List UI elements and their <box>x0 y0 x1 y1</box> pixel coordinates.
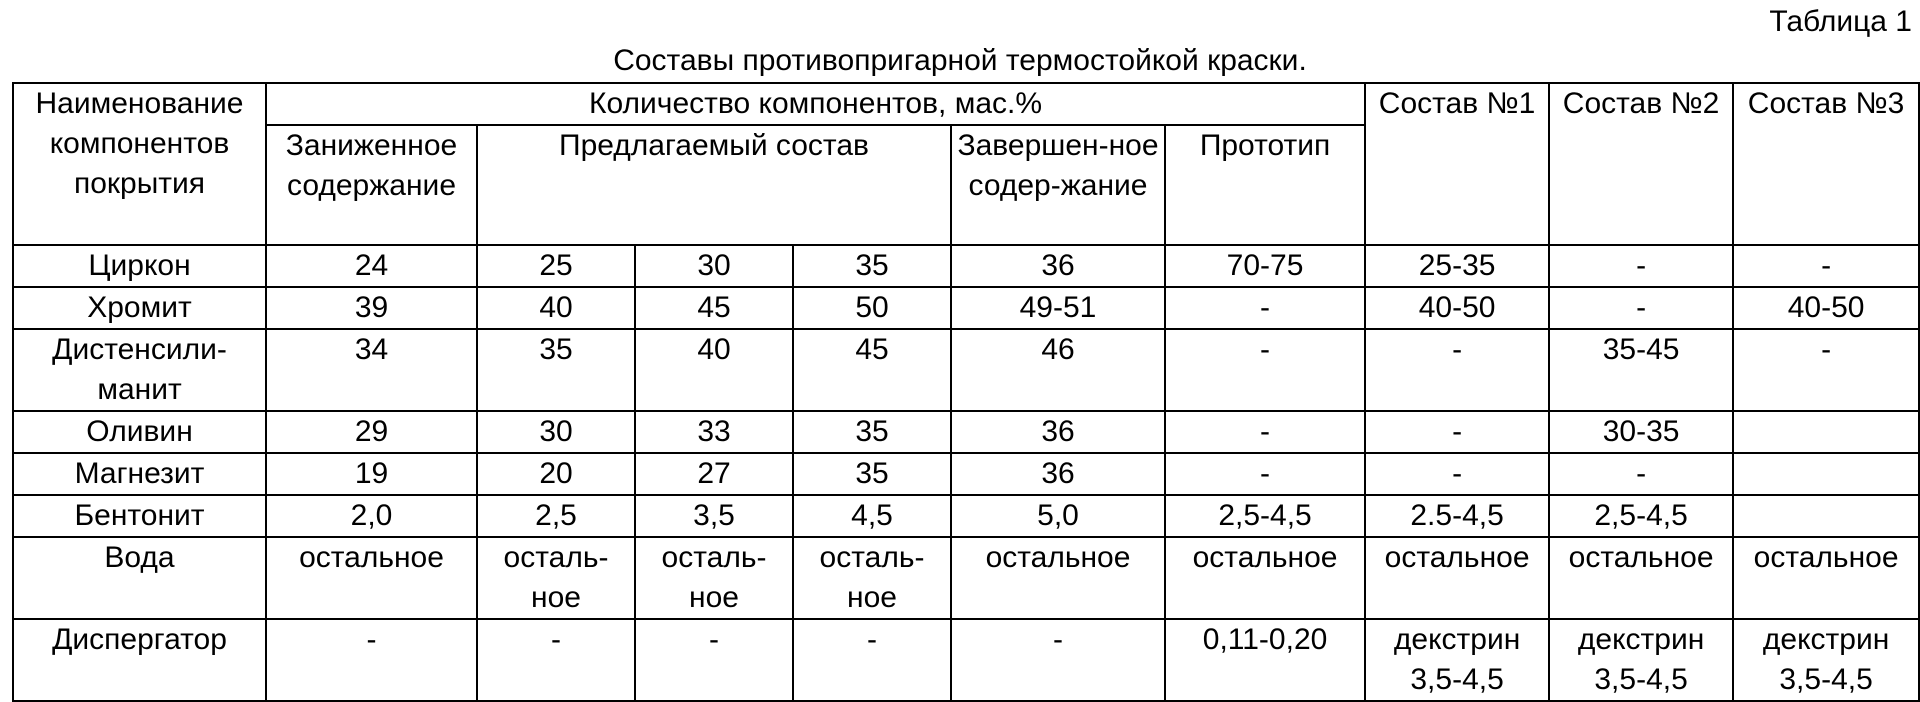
cell-prototype: - <box>1165 411 1365 453</box>
cell-low: остальное <box>266 537 477 619</box>
cell-low: 39 <box>266 287 477 329</box>
cell-sostav-1: 40-50 <box>1365 287 1549 329</box>
cell-proposed-2: 45 <box>635 287 793 329</box>
row-name: Циркон <box>13 245 266 287</box>
cell-proposed-1: 2,5 <box>477 495 635 537</box>
cell-sostav-2: - <box>1549 453 1733 495</box>
cell-sostav-1: декстрин 3,5-4,5 <box>1365 619 1549 701</box>
cell-prototype: - <box>1165 329 1365 411</box>
row-name: Дистенсили-манит <box>13 329 266 411</box>
row-name: Вода <box>13 537 266 619</box>
cell-sostav-1: - <box>1365 411 1549 453</box>
cell-proposed-2: 27 <box>635 453 793 495</box>
cell-proposed-2: 30 <box>635 245 793 287</box>
composition-table <box>12 82 1920 702</box>
cell-sostav-3: остальное <box>1733 537 1919 619</box>
cell-sostav-2: 2,5-4,5 <box>1549 495 1733 537</box>
cell-proposed-3: 35 <box>793 411 951 453</box>
header-full-content: Завершен-ное содер-жание <box>951 125 1165 245</box>
header-row-1 <box>13 83 1919 125</box>
cell-sostav-3 <box>1733 453 1919 495</box>
cell-sostav-2: - <box>1549 245 1733 287</box>
cell-low: - <box>266 619 477 701</box>
cell-low: 2,0 <box>266 495 477 537</box>
cell-proposed-1: - <box>477 619 635 701</box>
cell-full: 46 <box>951 329 1165 411</box>
cell-proposed-3: осталь-ное <box>793 537 951 619</box>
cell-sostav-1: остальное <box>1365 537 1549 619</box>
cell-proposed-1: осталь-ное <box>477 537 635 619</box>
header-proposed: Предлагаемый состав <box>477 125 951 245</box>
cell-sostav-1: 2.5-4,5 <box>1365 495 1549 537</box>
cell-sostav-3 <box>1733 411 1919 453</box>
cell-prototype: остальное <box>1165 537 1365 619</box>
cell-prototype: - <box>1165 453 1365 495</box>
cell-full: - <box>951 619 1165 701</box>
cell-prototype: 70-75 <box>1165 245 1365 287</box>
cell-proposed-2: - <box>635 619 793 701</box>
table-row <box>13 495 1919 537</box>
table-row <box>13 411 1919 453</box>
cell-full: 5,0 <box>951 495 1165 537</box>
table-number: Таблица 1 <box>1769 5 1912 38</box>
cell-full: остальное <box>951 537 1165 619</box>
row-name: Диспергатор <box>13 619 266 701</box>
cell-proposed-3: 4,5 <box>793 495 951 537</box>
header-quantity-group: Количество компонентов, мас.% <box>266 83 1365 125</box>
table-caption: Составы противопригарной термостойкой краски. <box>613 44 1307 77</box>
cell-sostav-3: декстрин 3,5-4,5 <box>1733 619 1919 701</box>
cell-proposed-3: - <box>793 619 951 701</box>
cell-sostav-1: - <box>1365 453 1549 495</box>
cell-low: 29 <box>266 411 477 453</box>
cell-proposed-2: 3,5 <box>635 495 793 537</box>
header-sostav-1: Состав №1 <box>1365 83 1549 245</box>
header-prototype: Прототип <box>1165 125 1365 245</box>
cell-proposed-1: 20 <box>477 453 635 495</box>
cell-full: 36 <box>951 245 1165 287</box>
cell-low: 24 <box>266 245 477 287</box>
cell-proposed-1: 30 <box>477 411 635 453</box>
table-row <box>13 453 1919 495</box>
header-sostav-2: Состав №2 <box>1549 83 1733 245</box>
cell-proposed-1: 35 <box>477 329 635 411</box>
cell-sostav-2: декстрин 3,5-4,5 <box>1549 619 1733 701</box>
cell-proposed-3: 35 <box>793 245 951 287</box>
table-row <box>13 287 1919 329</box>
row-name: Хромит <box>13 287 266 329</box>
cell-sostav-3: - <box>1733 245 1919 287</box>
table-row <box>13 245 1919 287</box>
cell-prototype: 2,5-4,5 <box>1165 495 1365 537</box>
cell-prototype: 0,11-0,20 <box>1165 619 1365 701</box>
header-low-content: Заниженное содержание <box>266 125 477 245</box>
row-name: Оливин <box>13 411 266 453</box>
cell-full: 49-51 <box>951 287 1165 329</box>
cell-proposed-3: 35 <box>793 453 951 495</box>
cell-proposed-2: 33 <box>635 411 793 453</box>
cell-sostav-2: 30-35 <box>1549 411 1733 453</box>
header-sostav-3: Состав №3 <box>1733 83 1919 245</box>
row-name: Магнезит <box>13 453 266 495</box>
cell-proposed-2: осталь-ное <box>635 537 793 619</box>
cell-proposed-1: 40 <box>477 287 635 329</box>
row-name: Бентонит <box>13 495 266 537</box>
cell-sostav-3: - <box>1733 329 1919 411</box>
cell-sostav-2: - <box>1549 287 1733 329</box>
table-row <box>13 537 1919 619</box>
cell-sostav-2: 35-45 <box>1549 329 1733 411</box>
cell-proposed-2: 40 <box>635 329 793 411</box>
cell-sostav-3: 40-50 <box>1733 287 1919 329</box>
cell-low: 34 <box>266 329 477 411</box>
table-row <box>13 329 1919 411</box>
cell-proposed-3: 45 <box>793 329 951 411</box>
cell-full: 36 <box>951 453 1165 495</box>
cell-proposed-3: 50 <box>793 287 951 329</box>
cell-sostav-2: остальное <box>1549 537 1733 619</box>
cell-full: 36 <box>951 411 1165 453</box>
cell-sostav-3 <box>1733 495 1919 537</box>
cell-prototype: - <box>1165 287 1365 329</box>
cell-sostav-1: - <box>1365 329 1549 411</box>
header-name-column: Наименование компонентов покрытия <box>13 83 266 245</box>
cell-low: 19 <box>266 453 477 495</box>
cell-proposed-1: 25 <box>477 245 635 287</box>
cell-sostav-1: 25-35 <box>1365 245 1549 287</box>
